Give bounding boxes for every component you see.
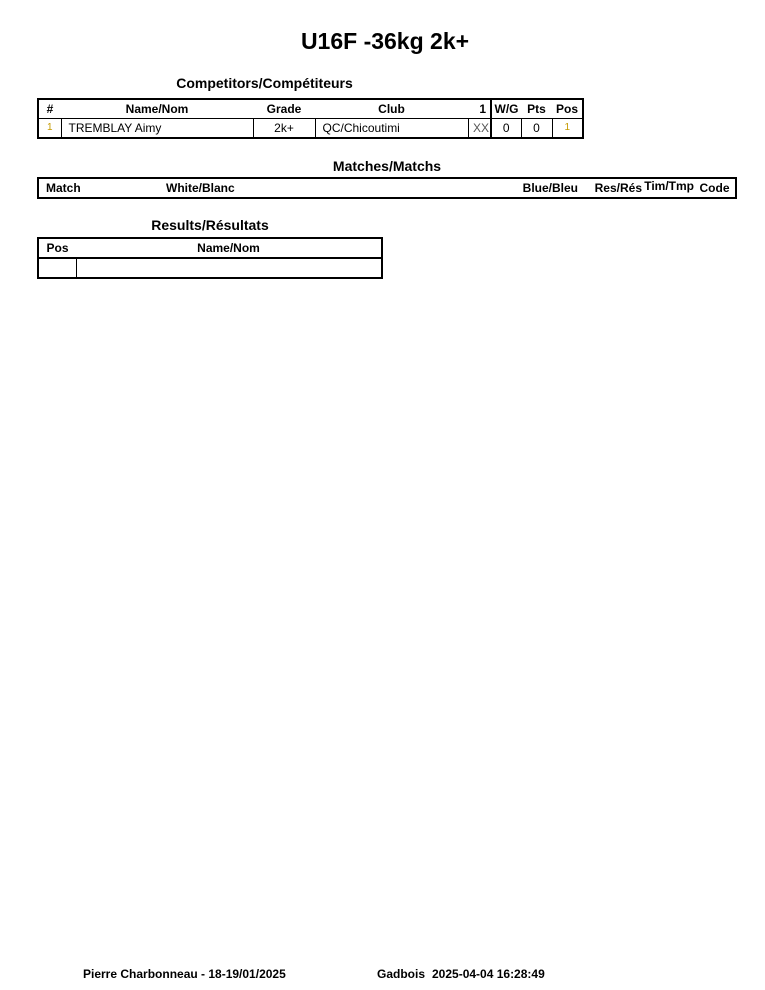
col-header-pos: Pos <box>552 99 583 119</box>
col-header-club: Club <box>315 99 468 119</box>
results-heading: Results/Résultats <box>151 217 269 233</box>
matches-table <box>37 177 737 199</box>
competitor-points: 0 <box>521 119 552 139</box>
col-header-match: Match <box>46 181 81 195</box>
competitor-grade: 2k+ <box>253 119 315 139</box>
matches-header-row <box>38 178 736 198</box>
col-header-code: Code <box>699 181 730 195</box>
col-header-time: Tim/Tmp <box>644 179 694 193</box>
competitors-heading: Competitors/Compétiteurs <box>176 75 353 91</box>
col-header-blue: Blue/Bleu <box>522 181 578 195</box>
competitor-name: TREMBLAY Aimy <box>61 119 253 139</box>
table-row <box>38 119 583 139</box>
col-header-wg: W/G <box>491 99 521 119</box>
competitor-wins: 0 <box>491 119 521 139</box>
competitor-number: 1 <box>46 122 53 133</box>
col-header-result-name: Name/Nom <box>76 238 382 258</box>
col-header-result: Res/Rés <box>594 181 642 195</box>
col-header-grade: Grade <box>253 99 315 119</box>
competitors-table <box>37 98 584 139</box>
footer-timestamp: 2025-04-04 16:28:49 <box>432 967 545 981</box>
col-header-pts: Pts <box>521 99 552 119</box>
col-header-white: White/Blanc <box>166 181 235 195</box>
page-title: U16F -36kg 2k+ <box>300 28 470 54</box>
col-header-name: Name/Nom <box>61 99 253 119</box>
results-header-row <box>38 238 382 258</box>
col-header-match-1: 1 <box>468 99 491 119</box>
competitors-header-row <box>38 99 583 119</box>
competitor-match-cell: XX <box>468 119 491 139</box>
col-header-num: # <box>38 99 61 119</box>
competitor-club: QC/Chicoutimi <box>315 119 468 139</box>
results-table <box>37 237 383 279</box>
footer-author: Gadbois <box>377 967 426 981</box>
competitor-position: 1 <box>552 119 583 139</box>
matches-heading: Matches/Matchs <box>332 158 442 174</box>
footer-event: Pierre Charbonneau - 18-19/01/2025 <box>83 967 286 981</box>
col-header-result-pos: Pos <box>38 238 76 258</box>
result-position <box>38 258 76 278</box>
result-name <box>76 258 382 278</box>
table-row <box>38 258 382 278</box>
